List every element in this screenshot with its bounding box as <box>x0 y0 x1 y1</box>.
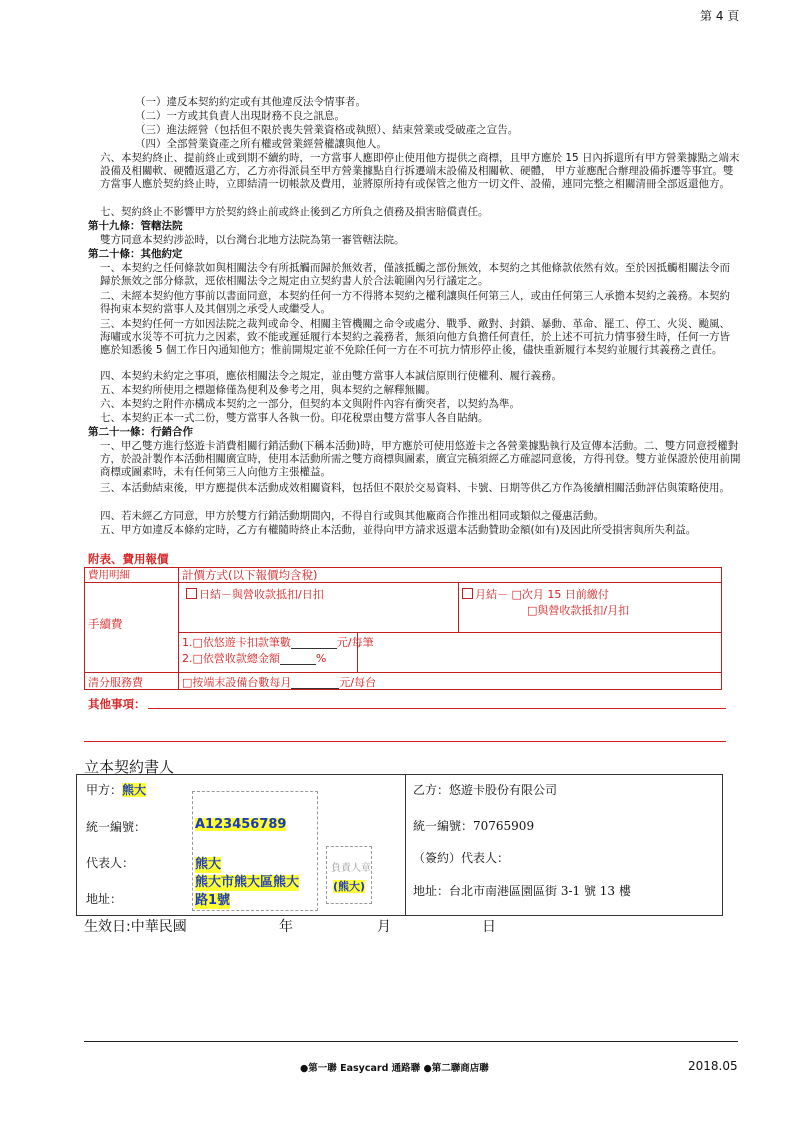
section-19-title: 第十九條：管轄法院 <box>88 220 183 232</box>
option-per-transaction[interactable]: 1.□依悠遊卡扣款筆數 元/每筆 <box>182 636 374 649</box>
footer-copies: ●第一聯 Easycard 通路聯 ●第二聯商店聯 <box>300 1063 489 1074</box>
rep-label: 代表人： <box>86 856 135 870</box>
party-b-name: 乙方：悠遊卡股份有限公司 <box>413 783 558 797</box>
option-monthly[interactable]: 月結－ □次月 15 日前繳付 <box>462 588 609 601</box>
section-20-item: 六、本契約之附件亦構成本契約之一部分，但契約本文與附件內容有衝突者，以契約為準。 <box>100 398 520 410</box>
annex-title: 附表、費用報價 <box>88 552 169 566</box>
fee-label: 手續費 <box>88 617 123 631</box>
section-18-item-6: 六、本契約終止、提前終止或到期不續約時，一方當事人應即停止使用他方提供之商標，且甲方應於 15 日內拆還所有甲方營業據點之端末設備及相關軟、硬體返還乙方，乙方亦得派員至甲方營業據點自行拆遷端末設備及相關軟、硬體， 甲方並應配合辦理設備拆遷等事宜。雙方當事人應於契約終止時，立即結清一切帳款及費用，並將原所持有或保管之他方一切文件、設備，連同完整之相關清冊全部返還他方。 <box>100 152 740 190</box>
section-20-item: 五、本契約所使用之標題條僅為便利及參考之用，與本契約之解釋無關。 <box>100 384 436 396</box>
option-by-revenue[interactable]: 2.□依營收款總金額 % <box>182 652 327 665</box>
section-21-item: 五、甲方如違反本條約定時，乙方有權隨時終止本活動，並得向甲方請求返還本活動贊助金額(如有)及因此所受損害與所失利益。 <box>100 524 697 536</box>
seal-label: 負責人章 <box>331 863 371 874</box>
party-a-name-field[interactable]: 熊大 <box>122 783 147 797</box>
section-19-body: 雙方同意本契約涉訟時，以台灣台北地方法院為第一審管轄法院。 <box>100 234 405 246</box>
checkbox-icon[interactable] <box>462 588 473 599</box>
tax-id-field[interactable]: A123456789 <box>195 817 287 832</box>
section-20-item: 三、本契約任何一方如因法院之裁判或命令、相關主管機關之命令或處分、戰爭、敵對、封鎖、暴動、革命、罷工、停工、火災、颱風、海嘯或水災等不可抗力之因素，致不能或遲延履行本契約之義務者，無須向他方負擔任何責任，於上述不可抗力情事發生時，任何一方皆應於知悉後 5 個工作日內通知他方；惟前開規定並不免除任何一方在不可抗力情形停止後，儘快重新履行本契約並履行其義務之責任。 <box>100 318 730 356</box>
section-20-item: 四、本契約未約定之事項，應依相關法令之規定，並由雙方當事人本誠信原則行使權利、履行義務。 <box>100 370 562 382</box>
effective-date-day[interactable]: 日 <box>482 919 496 935</box>
checkbox-icon[interactable] <box>186 588 197 599</box>
clearing-label: 清分服務費 <box>88 676 143 689</box>
section-18-item: （三）進法經營（包括但不限於喪失營業資格或執照）、結束營業或受破產之宣告。 <box>135 124 519 136</box>
effective-date-label: 生效日:中華民國 <box>84 919 187 935</box>
rep-name-field[interactable]: 熊大 <box>195 857 222 872</box>
other-matters-line[interactable] <box>148 708 726 709</box>
option-monthly-deduct[interactable]: □與營收款抵扣/月扣 <box>527 604 630 617</box>
effective-date-year[interactable]: 年 <box>279 919 293 935</box>
seal-name[interactable]: (熊大) <box>333 880 366 893</box>
address-label: 地址： <box>86 892 123 906</box>
tax-id-label: 統一編號： <box>86 820 147 834</box>
section-20-title: 第二十條：其他約定 <box>88 248 183 260</box>
party-a: 甲方：熊大 <box>86 783 147 797</box>
section-18-item: （二）一方或其負責人出現財務不良之訊息。 <box>135 110 345 122</box>
section-21-title: 第二十一條：行銷合作 <box>88 426 193 438</box>
section-18-item-7: 七、契約終止不影響甲方於契約終止前或終止後到乙方所負之債務及損害賠償責任。 <box>100 206 489 218</box>
section-20-item: 一、本契約之任何條款如與相關法令有所抵觸而歸於無效者，僅該抵觸之部份無效，本契約之其他條款依然有效。至於因抵觸相關法令而歸於無效之部分條款，逕依相關法令之規定由立契約書人於合法範圍內另行議定之。 <box>100 262 730 287</box>
effective-date-month[interactable]: 月 <box>377 919 391 935</box>
option-clearing[interactable]: □按端末設備台數每月 元/每台 <box>182 676 377 689</box>
party-b-tax-id: 統一編號：70765909 <box>413 819 535 833</box>
option-daily[interactable]: 日結－與營收款抵扣/日扣 <box>186 588 324 601</box>
section-20-item: 二、未經本契約他方事前以書面同意，本契約任何一方不得將本契約之權利讓與任何第三人，或由任何第三人承擔本契約之義務。本契約得拘束本契約當事人及其個別之承受人或繼受人。 <box>100 290 730 315</box>
section-21-item: 四、若未經乙方同意，甲方於雙方行銷活動期間內，不得自行或與其他廠商合作推出相同或類似之優惠活動。 <box>100 510 604 522</box>
section-21-item: 三、本活動結束後，甲方應提供本活動成效相關資料，包括但不限於交易資料、卡號、日期等供乙方作為後續相關活動評估與策略使用。 <box>100 482 730 494</box>
footer-version: 2018.05 <box>688 1059 738 1073</box>
page-number: 第 4 頁 <box>700 9 740 23</box>
section-18-item: （一）違反本契約約定或有其他違反法令情事者。 <box>135 96 366 108</box>
signatory-title: 立本契約書人 <box>84 758 175 776</box>
address-field[interactable]: 熊大市熊大區熊大 <box>195 875 300 890</box>
fee-header-label: 費用明細 <box>88 569 130 581</box>
section-21-item: 一、甲乙雙方進行悠遊卡消費相關行銷活動(下稱本活動)時，甲方應於可使用悠遊卡之各營業據點執行及宣傳本活動。二、雙方同意授權對方，於設計製作本活動相關廣宣時，使用本活動所需之雙方商標與圖素，廣宣完稿須經乙方確認同意後，方得刊登。雙方並保證於使用前開商標或圖素時，未有任何第三人向他方主張權益。 <box>100 440 741 478</box>
address-field-line-2[interactable]: 路1號 <box>195 893 231 908</box>
other-matters-label: 其他事項： <box>88 697 146 711</box>
footer-divider <box>84 1041 738 1042</box>
party-b-rep: （簽約）代表人： <box>413 851 510 865</box>
section-18-item: （四）全部營業資產之所有權或營業經營權讓與他人。 <box>135 138 387 150</box>
party-b-address: 地址：台北市南港區園區街 3-1 號 13 樓 <box>413 884 631 898</box>
fee-header-value: 計價方式(以下報價均含稅) <box>182 568 318 582</box>
other-matters-line[interactable] <box>84 741 726 742</box>
person-seal-box <box>326 846 372 904</box>
section-20-item: 七、本契約正本一式二份，雙方當事人各執一份。印花稅票由雙方當事人各自貼納。 <box>100 412 489 424</box>
